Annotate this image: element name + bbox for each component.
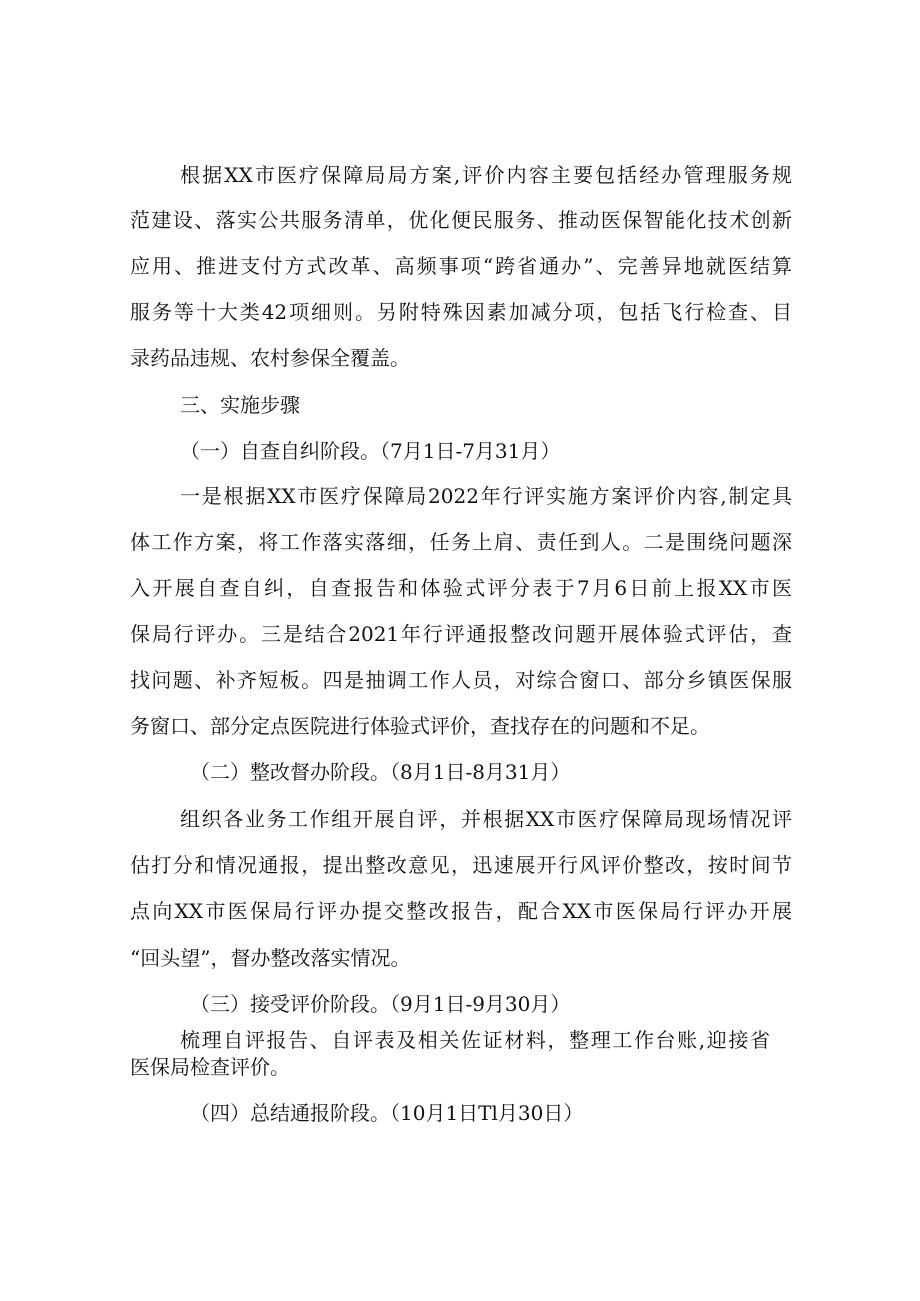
paragraph-line: 组织各业务工作组开展自评，并根据XX市医疗保障局现场情况评 — [180, 807, 792, 831]
step-heading: （三）接受评价阶段。（9月1日-9月30月） — [190, 992, 571, 1016]
paragraph-line: 一是根据XX市医疗保障局2022年行评实施方案评价内容,制定具 — [180, 484, 792, 508]
paragraph-line: “回头望”，督办整改落实情况。 — [130, 946, 411, 970]
paragraph-line: 范建设、落实公共服务清单，优化便民服务、推动医保智能化技术创新 — [130, 208, 792, 232]
paragraph-line: 保局行评办。三是结合2021年行评通报整改问题开展体验式评估，查 — [130, 622, 792, 646]
paragraph-line: 梳理自评报告、自评表及相关佐证材料，整理工作台账,迎接省 — [180, 1028, 770, 1052]
step-heading: （二）整改督办阶段。（8月1日-8月31月） — [190, 760, 571, 784]
paragraph-line: 入开展自查自纠，自查报告和体验式评分表于7月6日前上报XX市医 — [130, 576, 792, 600]
paragraph-line: 体工作方案，将工作落实落细，任务上肩、责任到人。二是围绕问题深 — [130, 530, 792, 554]
section-heading: 三、实施步骤 — [180, 393, 300, 417]
paragraph-line: 应用、推进支付方式改革、高频事项“跨省通办”、完善异地就医结算 — [130, 254, 792, 278]
paragraph-line: 服务等十大类42项细则。另附特殊因素加减分项，包括飞行检查、目 — [130, 300, 792, 324]
paragraph-line: 找问题、补齐短板。四是抽调工作人员，对综合窗口、部分乡镇医保服 — [130, 668, 792, 692]
paragraph-line: 务窗口、部分定点医院进行体验式评价，查找存在的问题和不足。 — [130, 714, 710, 738]
paragraph-line: 点向XX市医保局行评办提交整改报告，配合XX市医保局行评办开展 — [130, 899, 792, 923]
step-heading: （四）总结通报阶段。（10月1日Tl月30日） — [190, 1101, 584, 1125]
paragraph-line: 医保局检查评价。 — [130, 1055, 290, 1079]
paragraph-line: 估打分和情况通报，提出整改意见，迅速展开行风评价整改，按时间节 — [130, 853, 792, 877]
step-heading: （一）自查自纠阶段。（7月1日-7月31月） — [180, 439, 561, 463]
paragraph-line: 根据XX市医疗保障局局方案,评价内容主要包括经办管理服务规 — [180, 163, 792, 187]
paragraph-line: 录药品违规、农村参保全覆盖。 — [130, 346, 410, 370]
